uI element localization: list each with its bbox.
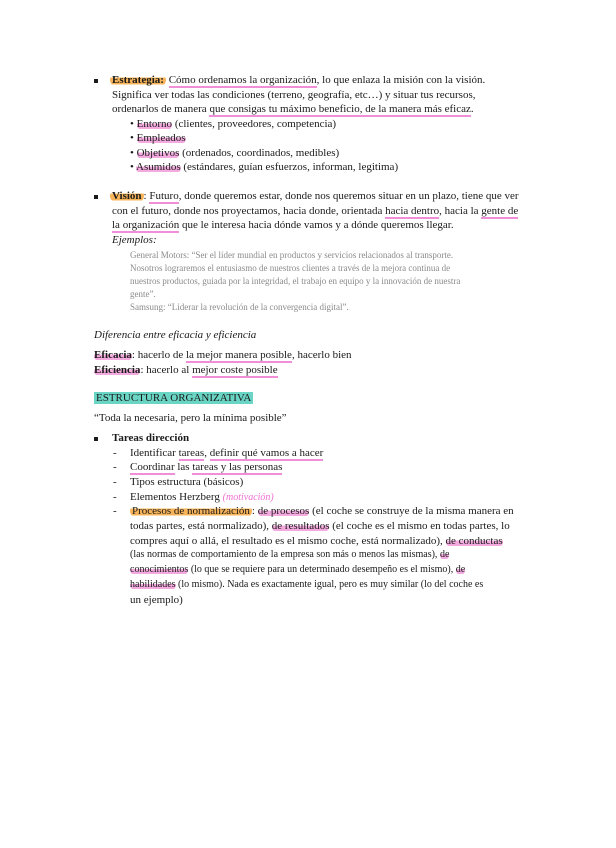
tarea-item-3: Tipos estructura (básicos) <box>130 476 244 488</box>
bullet <box>94 79 98 83</box>
estrategia-line-3 <box>112 102 474 116</box>
estrategia-text: . <box>470 103 474 115</box>
vision-text: que le interesa hacia dónde vamos y a dónde queremos llegar. <box>179 219 454 231</box>
item-text: compres aquí o allá, el resultado es el mismo coche, está normalizado), <box>130 535 446 547</box>
dash: - <box>113 461 117 473</box>
dash: - <box>113 505 117 517</box>
dash: - <box>113 447 117 459</box>
eficiencia-highlight: mejor coste posible <box>192 364 278 376</box>
sub-head: Entorno <box>136 118 173 130</box>
sub-rest: (estándares, guían esfuerzos, informan, legitima) <box>180 161 399 173</box>
estrategia-term: Estrategia: <box>112 74 164 86</box>
vision-highlight: la organización <box>112 219 180 231</box>
item-highlight: Procesos de normalización <box>132 505 250 517</box>
vision-line-3 <box>112 218 454 232</box>
item-text: (lo que se requiere para un determinado desempeño es el mismo), <box>188 564 456 575</box>
estrategia-sub-3: • Objetivos (ordenados, coordinados, medibles) <box>130 147 340 159</box>
item-text: todas partes, está normalizado), <box>130 520 272 532</box>
item-highlight: definir qué vamos a hacer <box>209 447 324 459</box>
estrategia-text: ordenarlos de manera <box>112 103 210 115</box>
procesos-line-4 <box>130 548 449 562</box>
item-highlight: tareas y las personas <box>192 461 283 473</box>
vision-highlight: Futuro <box>149 190 179 202</box>
item-highlight: de procesos <box>257 505 310 517</box>
vision-text: , hacia la <box>439 205 482 217</box>
vision-line-1 <box>110 189 519 203</box>
sub-head: Asumidos <box>136 161 181 173</box>
bullet <box>94 437 98 441</box>
tarea-item-2 <box>130 460 282 474</box>
bullet <box>94 195 98 199</box>
example-line: Nosotros lograremos el entusiasmo de nuestros clientes a través de la mejora continua de <box>130 263 451 273</box>
estrategia-line-1 <box>110 73 485 87</box>
item-highlight: de conductas <box>445 535 503 547</box>
item-text: Identificar <box>130 447 179 459</box>
estrategia-sub-1: • Entorno (clientes, proveedores, competencia) <box>130 118 337 130</box>
vision-text: : <box>143 190 150 202</box>
item-text: (las normas de comportamiento de la empresa son más o menos las mismas), <box>130 549 440 560</box>
sub-rest: (clientes, proveedores, competencia) <box>172 118 337 130</box>
example-line: Samsung: “Liderar la revolución de la convergencia digital”. <box>130 302 349 312</box>
estructura-heading <box>94 391 253 405</box>
eficiencia-term: Eficiencia <box>94 364 141 376</box>
vision-text: con el futuro, donde nos proyectamos, hacia donde, orientada <box>112 205 386 217</box>
item-highlight: de <box>455 564 466 575</box>
item-highlight: habilidades <box>130 579 176 590</box>
vision-text: , donde queremos estar, donde nos queremos situar en un plazo, tiene que ver <box>178 190 519 202</box>
dash: - <box>113 476 117 488</box>
procesos-line-6 <box>130 578 483 592</box>
estrategia-text: , lo que enlaza la misión con la visión. <box>316 74 486 86</box>
eficacia-text: : hacerlo de <box>131 349 186 361</box>
item-text: (lo mismo). Nada es exactamente igual, pero es muy similar (lo del coche es <box>175 579 484 590</box>
procesos-line-7: un ejemplo) <box>130 594 183 606</box>
procesos-line-2 <box>130 519 510 533</box>
estrategia-sub-4: • Asumidos (estándares, guían esfuerzos, informan, legitima) <box>130 161 399 173</box>
eficacia-term: Eficacia <box>94 349 132 361</box>
tarea-item-5 <box>130 504 514 518</box>
eficacia-line <box>94 348 352 362</box>
item-text: (el coche se construye de la misma manera en <box>309 505 514 517</box>
sub-head: Objetivos <box>136 147 180 159</box>
estrategia-definition: Cómo ordenamos la organización <box>168 74 317 86</box>
vision-highlight: hacia dentro <box>385 205 440 217</box>
item-highlight: conocimientos <box>130 564 189 575</box>
tareas-title: Tareas dirección <box>112 432 190 444</box>
sub-rest: (ordenados, coordinados, medibles) <box>179 147 340 159</box>
tarea-item-4 <box>130 490 274 505</box>
eficiencia-text: : hacerlo al <box>140 364 193 376</box>
example-line: General Motors: “Ser el líder mundial en productos y servicios relacionados al transporte. <box>130 250 454 260</box>
item-text: Elementos Herzberg <box>130 491 220 503</box>
vision-highlight: gente de <box>481 205 519 217</box>
eficacia-text: , hacerlo bien <box>291 349 352 361</box>
vision-term: Visión <box>112 190 142 202</box>
estrategia-sub-2: • Empleados <box>130 132 186 144</box>
item-highlight: Coordinar <box>130 461 175 473</box>
item-highlight: de <box>439 549 450 560</box>
dash: - <box>113 491 117 503</box>
procesos-line-3 <box>130 534 503 548</box>
handwritten-note: (motivación) <box>222 492 274 503</box>
estrategia-line-2: Significa ver todas las condiciones (terreno, geografía, etc…) y situar tus recursos, <box>112 89 476 101</box>
eficiencia-line <box>94 363 278 377</box>
estrategia-highlight: que consigas tu máximo beneficio, de la manera más eficaz <box>209 103 471 115</box>
item-highlight: tareas <box>178 447 205 459</box>
procesos-line-5 <box>130 563 465 577</box>
example-line: nuestros productos, guiada por la integridad, el trabajo en equipo y la innovación de nuestra <box>130 276 461 286</box>
estructura-quote: “Toda la necesaria, pero la mínima posible” <box>94 412 287 424</box>
vision-line-2 <box>112 204 518 218</box>
section-heading: ESTRUCTURA ORGANIZATIVA <box>96 392 252 404</box>
eficacia-highlight: la mejor manera posible <box>185 349 292 361</box>
item-text: las <box>174 461 193 473</box>
tarea-item-1 <box>130 446 323 460</box>
example-line: gente”. <box>130 289 156 299</box>
sub-head: Empleados <box>136 132 186 144</box>
item-text: (el coche es el mismo en todas partes, lo <box>329 520 510 532</box>
ejemplos-label: Ejemplos: <box>112 234 157 246</box>
item-text: : <box>251 505 258 517</box>
item-highlight: de resultados <box>271 520 330 532</box>
diferencia-title: Diferencia entre eficacia y eficiencia <box>94 329 257 341</box>
item-text: , <box>204 447 210 459</box>
